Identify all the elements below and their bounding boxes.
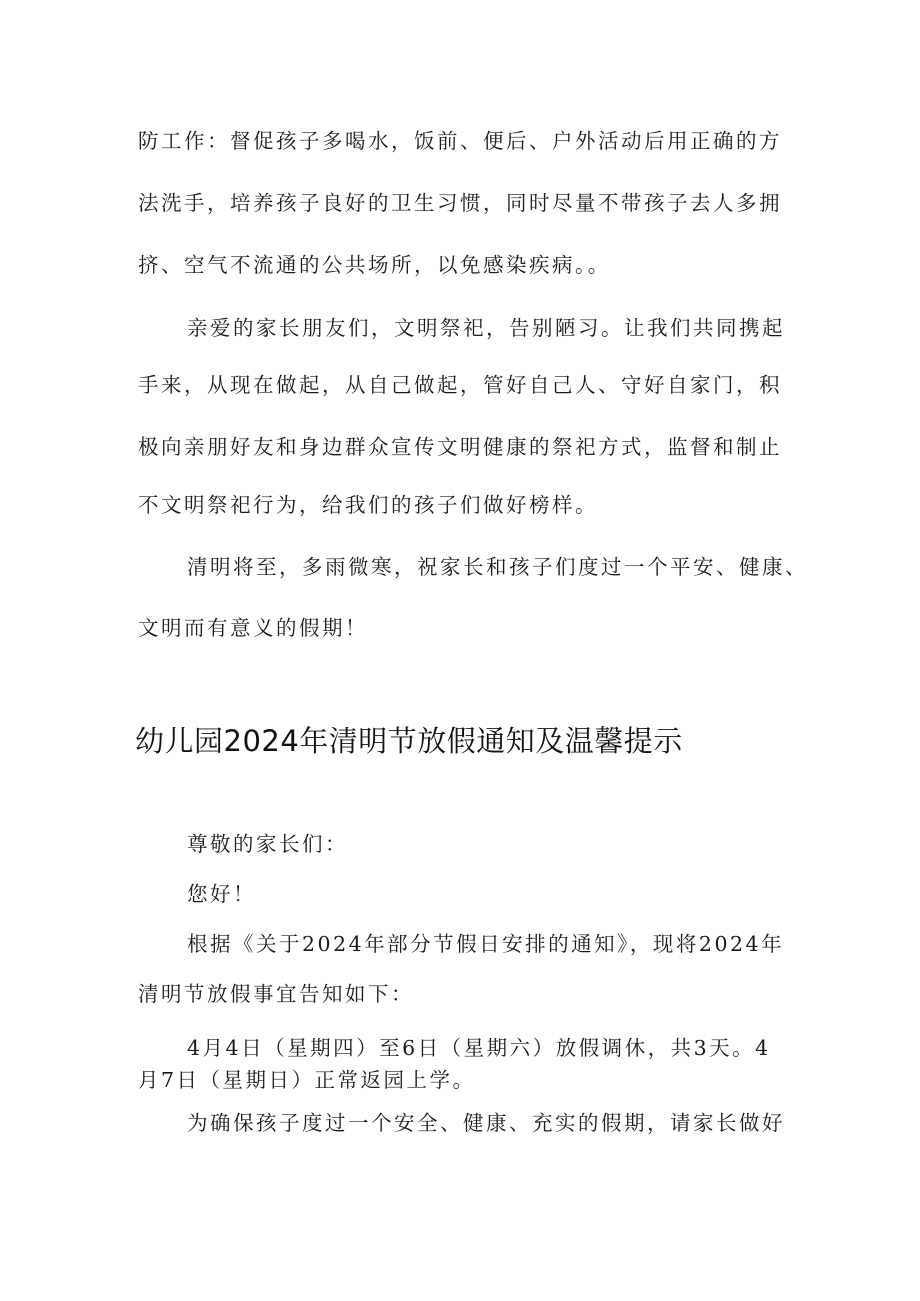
salutation: 尊敬的家长们： <box>187 832 348 856</box>
text-line: 防工作：督促孩子多喝水，饭前、便后、户外活动后用正确的方 <box>138 129 782 153</box>
text-line: 月7日（星期日）正常返园上学。 <box>138 1068 476 1092</box>
text-line: 文明而有意义的假期！ <box>138 616 368 640</box>
text-line: 极向亲朋好友和身边群众宣传文明健康的祭祀方式，监督和制止 <box>138 435 782 459</box>
text-line: 亲爱的家长朋友们，文明祭祀，告别陋习。让我们共同携起 <box>187 316 785 340</box>
greeting: 您好！ <box>187 882 256 906</box>
text-line: 清明节放假事宜告知如下： <box>138 982 414 1006</box>
text-line: 根据《关于2024年部分节假日安排的通知》，现将2024年 <box>187 932 785 956</box>
text-line: 清明将至，多雨微寒，祝家长和孩子们度过一个平安、健康、 <box>187 555 808 579</box>
text-line: 手来，从现在做起，从自己做起，管好自己人、守好自家门，积 <box>138 373 782 397</box>
notice-title: 幼儿园2024年清明节放假通知及温馨提示 <box>135 724 683 758</box>
text-line: 法洗手，培养孩子良好的卫生习惯，同时尽量不带孩子去人多拥 <box>138 191 782 215</box>
text-line: 4月4日（星期四）至6日（星期六）放假调休，共3天。4 <box>187 1036 771 1060</box>
text-line: 不文明祭祀行为，给我们的孩子们做好榜样。 <box>138 493 598 517</box>
text-line: 挤、空气不流通的公共场所，以免感染疾病。。 <box>138 253 611 277</box>
text-line: 为确保孩子度过一个安全、健康、充实的假期，请家长做好 <box>187 1111 785 1135</box>
